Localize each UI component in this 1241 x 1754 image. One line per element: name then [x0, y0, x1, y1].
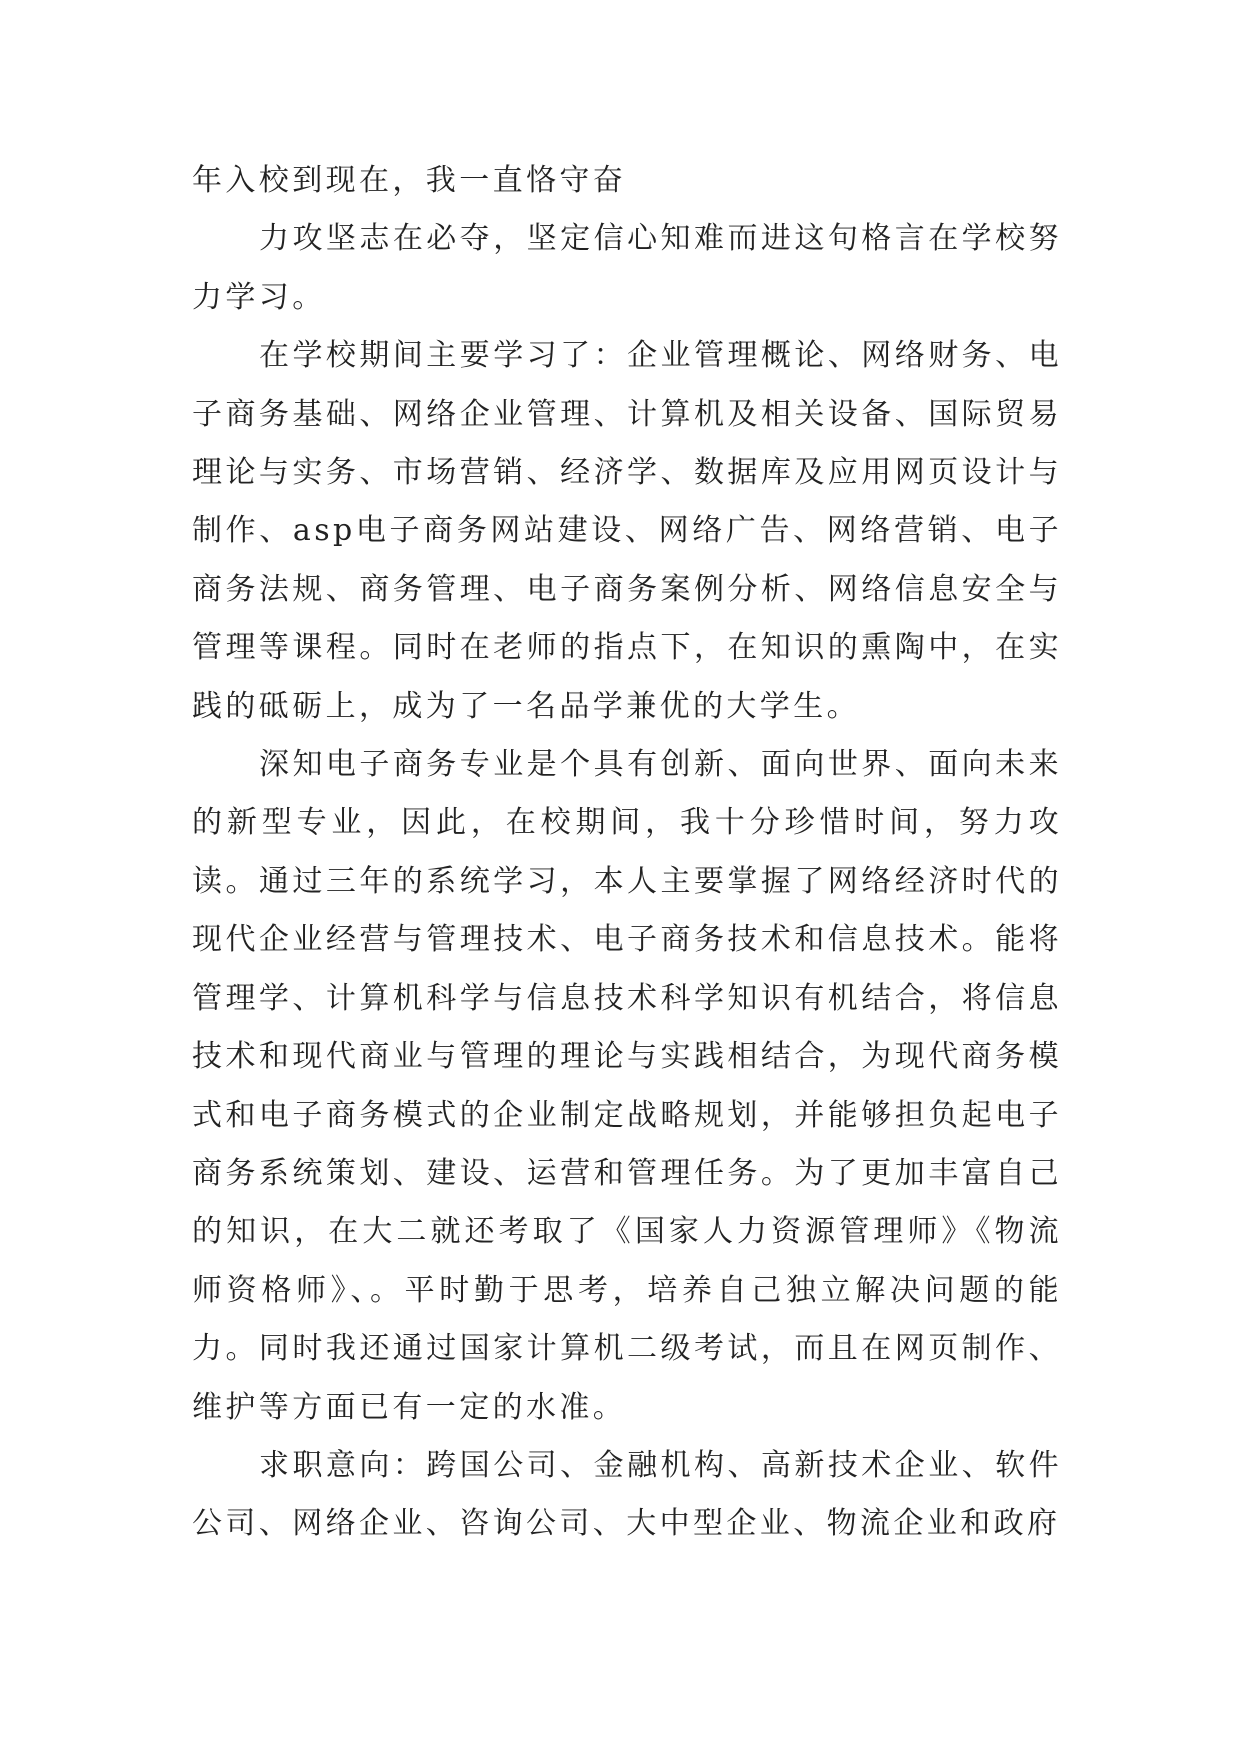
paragraph-5: 求职意向：跨国公司、金融机构、高新技术企业、软件公司、网络企业、咨询公司、大中型企业、物流企业和政府: [192, 1447, 1062, 1542]
paragraph-4: 深知电子商务专业是个具有创新、面向世界、面向未来的新型专业，因此，在校期间，我十分珍惜时间，努力攻读。通过三年的系统学习，本人主要掌握了网络经济时代的现代企业经营与管理技术、电子商务技术和信息技术。能将管理学、计算机科学与信息技术科学知识有机结合，将信息技术和现代商业与管理的理论与实践相结合，为现代商务模式和电子商务模式的企业制定战略规划，并能够担负起电子商务系统策划、建设、运营和管理任务。为了更加丰富自己的知识，在大二就还考取了《国家人力资源管理师》《物流师资格师》、。平时勤于思考，培养自己独立解决问题的能力。同时我还通过国家计算机二级考试，而且在网页制作、维护等方面已有一定的水准。: [192, 747, 1062, 1425]
paragraph-2: 力攻坚志在必夺，坚定信心知难而进这句格言在学校努力学习。: [192, 221, 1062, 315]
document-body: [192, 152, 1062, 1554]
paragraph-1: 年入校到现在，我一直恪守奋: [192, 163, 627, 198]
paragraph-3: 在学校期间主要学习了：企业管理概论、网络财务、电子商务基础、网络企业管理、计算机及相关设备、国际贸易理论与实务、市场营销、经济学、数据库及应用网页设计与制作、asp电子商务网站建设、网络广告、网络营销、电子商务法规、商务管理、电子商务案例分析、网络信息安全与管理等课程。同时在老师的指点下，在知识的熏陶中，在实践的砥砺上，成为了一名品学兼优的大学生。: [192, 338, 1062, 724]
